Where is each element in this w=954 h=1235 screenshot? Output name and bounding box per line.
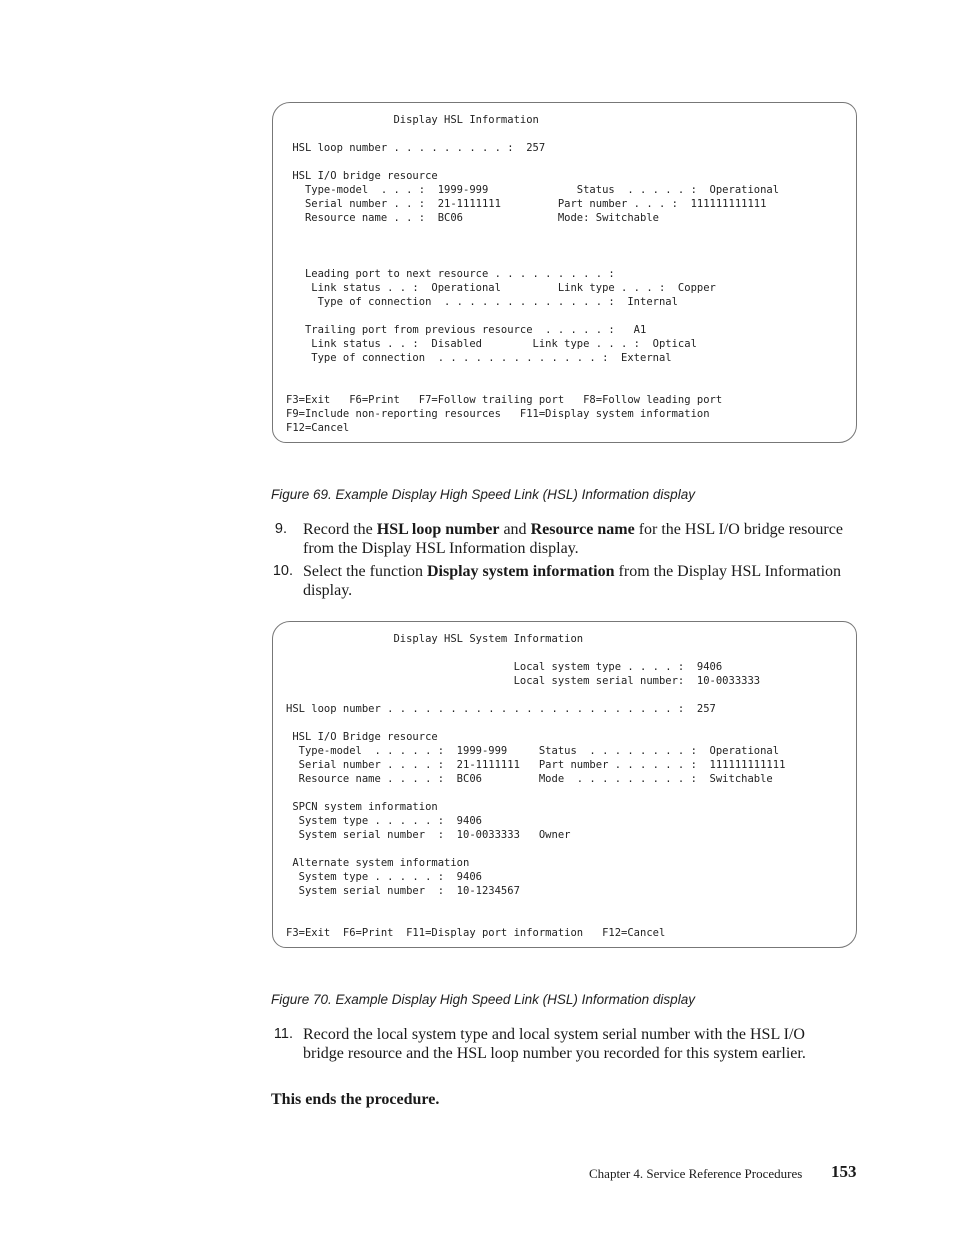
step-text: Select the function Display system information from the Display HSL Information display. xyxy=(303,563,842,599)
figure-70-caption: Figure 70. Example Display High Speed Link (HSL) Information display xyxy=(271,992,695,1007)
step-number: 11. xyxy=(273,1026,293,1042)
hsl-system-information-screen xyxy=(272,621,857,948)
hsl-information-screen xyxy=(272,102,857,443)
hsl-system-information-terminal-text: Display HSL System Information Local system type . . . . : 9406 Local system serial number: 10-0033333 HSL loop number . . . . . . . . . . . . . . . . . . . . . . . : 257 HSL I/O Bridge resource Type-model . . . . . : 1999-999 Status . . . . . . . . : Operational Serial number . . . . : 21-1111111 Part number . . . . . . : 111111111111 Resource name . . . . : BC06 Mode . . . . . . . . . : Switchable SPCN system information System type . . . . . : 9406 System serial number : 10-0033333 Owner Alternate system information System type . . . . . : 9406 System serial number : 10-1234567 F3=Exit F6=Print F11=Display port information F12=Cancel xyxy=(286,633,786,939)
step-number: 10. xyxy=(272,563,293,579)
step-text: Record the HSL loop number and Resource name for the HSL I/O bridge resource from the Display HSL Information display. xyxy=(303,521,843,557)
footer-page-number: 153 xyxy=(831,1162,857,1181)
procedure-end-note: This ends the procedure. xyxy=(271,1091,440,1108)
figure-69-caption: Figure 69. Example Display High Speed Link (HSL) Information display xyxy=(271,487,695,502)
step-text: Record the local system type and local system serial number with the HSL I/O bridge resource and the HSL loop number you recorded for this system earlier. xyxy=(303,1026,806,1062)
hsl-information-terminal-text: Display HSL Information HSL loop number . . . . . . . . . : 257 HSL I/O bridge resource Type-model . . . : 1999-999 Status . . . . . : Operational Serial number . . : 21-1111111 Part number . . . : 111111111111 Resource name . . : BC06 Mode: Switchable Leading port to next resource . . . . . . . . . : Link status . . : Operational Link type . . . : Copper Type of connection . . . . . . . . . . . . . : Internal Trailing port from previous resource . . . . . : A1 Link status . . : Disabled Link type . . . : Optical Type of connection . . . . . . . . . . . . . : External F3=Exit F6=Print F7=Follow trailing port F8=Follow leading port F9=Include non-reporting resources F11=Display system information F12=Cancel xyxy=(286,114,780,434)
footer-chapter-title: Chapter 4. Service Reference Procedures xyxy=(589,1166,803,1181)
step-number: 9. xyxy=(274,521,287,537)
